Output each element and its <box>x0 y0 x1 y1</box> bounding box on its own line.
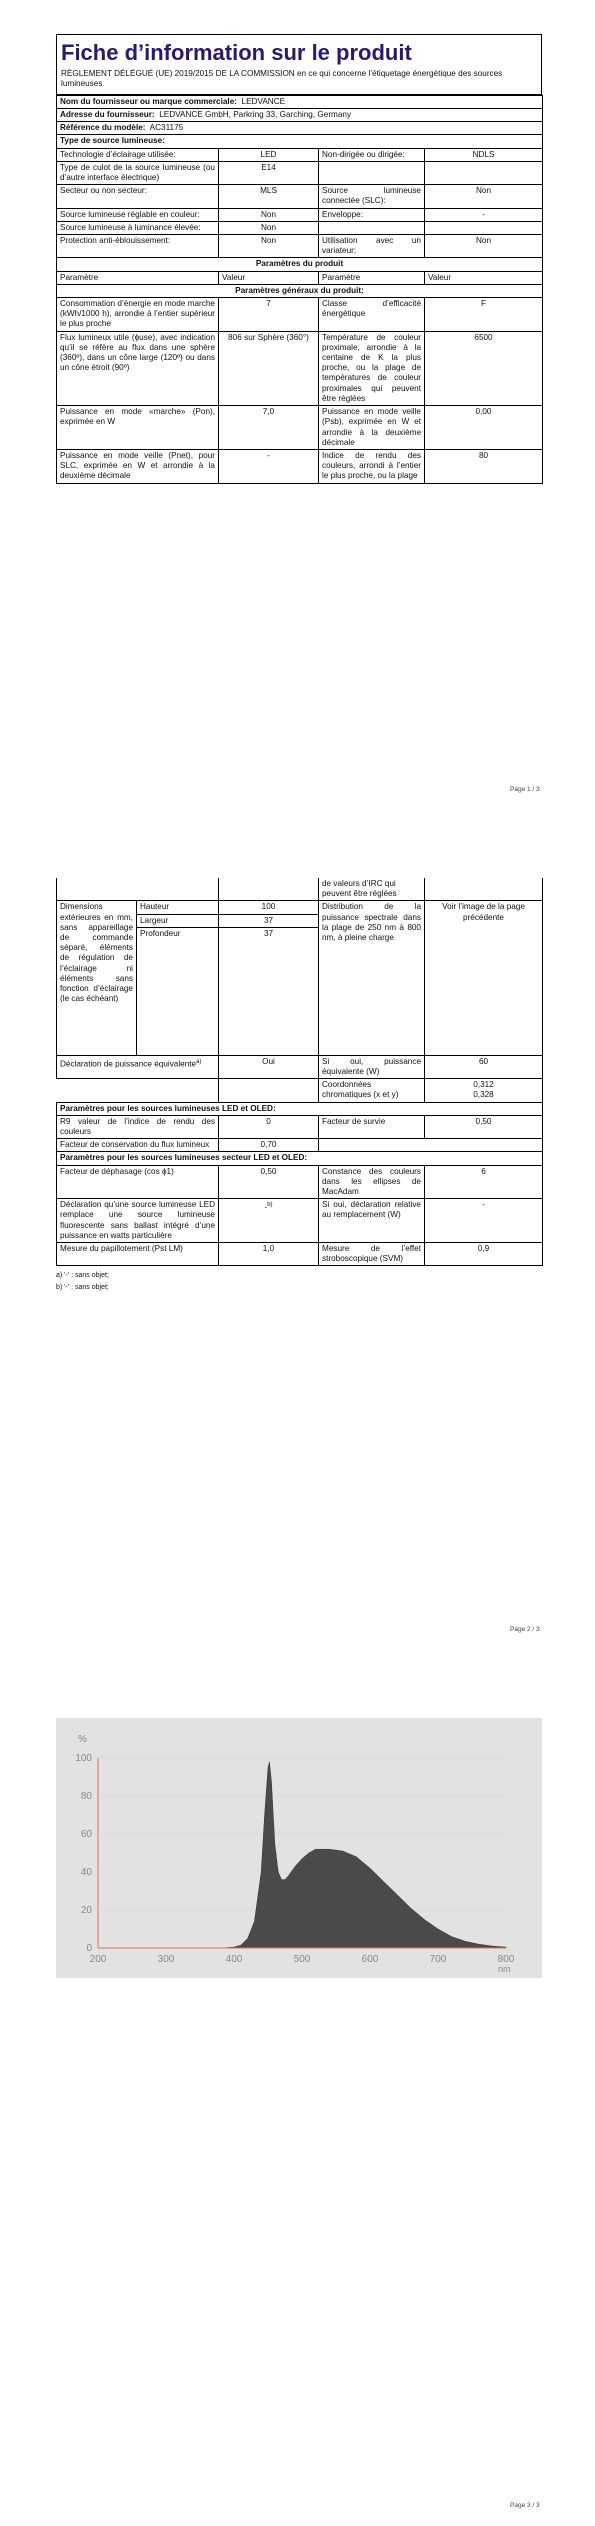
on-mode-power-label: Puissance en mode «marche» (Pon), exprimée en W <box>57 406 219 450</box>
general-params-header: Paramètres généraux du produit: <box>57 284 543 297</box>
chromaticity-label: Coordonnées chromatiques (x et y) <box>319 1079 425 1102</box>
survival-factor-value: 0,50 <box>425 1115 543 1138</box>
model-label: Référence du modèle: <box>60 123 146 133</box>
page-number: Page 2 / 3 <box>510 1626 540 1633</box>
empty-cell <box>219 1079 319 1102</box>
empty-cell <box>57 1079 219 1102</box>
document-subtitle: RÈGLEMENT DÉLÉGUÉ (UE) 2019/2015 DE LA COMMISSION en ce qui concerne l’étiquetage énergétique des sources lumineuses <box>56 67 542 95</box>
cri-value: 80 <box>425 449 543 483</box>
dimmer-label: Utilisation avec un variateur: <box>319 235 425 258</box>
flicker-label: Mesure du papillotement (Pst LM) <box>57 1243 219 1266</box>
cap-type-label: Type de culot de la source lumineuse (ou d’autre interface électrique) <box>57 161 219 184</box>
y-tick-label: 0 <box>86 1943 92 1954</box>
chromaticity-x: 0,312 <box>473 1080 494 1090</box>
supplier-row <box>57 95 543 108</box>
fluorescent-replacement-label: Déclaration qu’une source lumineuse LED remplace une source lumineuse fluorescente sans ballast intégré d’une puissance en watts particulière <box>57 1199 219 1243</box>
address-label: Adresse du fournisseur: <box>60 110 155 120</box>
empty-cell <box>319 161 425 184</box>
empty-cell <box>319 1139 425 1152</box>
mains-label: Secteur ou non secteur: <box>57 185 219 208</box>
x-tick-label: 600 <box>361 1954 379 1965</box>
x-tick-label: 800 <box>497 1954 515 1965</box>
empty-cell <box>425 161 543 184</box>
color-tunable-label: Source lumineuse réglable en couleur: <box>57 208 219 221</box>
stroboscopic-value: 0,9 <box>425 1243 543 1266</box>
flicker-value: 1,0 <box>219 1243 319 1266</box>
mains-value: MLS <box>219 185 319 208</box>
high-luminance-value: Non <box>219 221 319 234</box>
energy-class-value: F <box>425 298 543 332</box>
equivalent-power-value: Oui <box>219 1055 319 1078</box>
equivalent-power-text: Déclaration de puissance équivalente <box>60 1059 197 1069</box>
supplier-value: LEDVANCE <box>241 96 286 106</box>
equivalent-watt-label: Si oui, puissance équivalente (W) <box>319 1055 425 1078</box>
anti-glare-label: Protection anti-éblouissement: <box>57 235 219 258</box>
networked-standby-value: - <box>219 449 319 483</box>
displacement-factor-value: 0,50 <box>219 1165 319 1199</box>
connected-label: Source lumineuse connectée (SLC): <box>319 185 425 208</box>
led-params-header: Paramètres pour les sources lumineuses LED et OLED: <box>57 1102 543 1115</box>
energy-consumption-value: 7 <box>219 298 319 332</box>
page-1 <box>0 0 595 800</box>
fluorescent-replacement-text: - <box>264 1202 268 1212</box>
directional-value: NDLS <box>425 148 543 161</box>
param-col-header: Paramètre <box>57 271 219 284</box>
survival-factor-label: Facteur de survie <box>319 1115 425 1138</box>
empty-cell <box>425 221 543 234</box>
technology-value: LED <box>219 148 319 161</box>
displacement-factor-label: Facteur de déphasage (cos ϕ1) <box>57 1165 219 1199</box>
footnote-b-marker: b) <box>267 1202 273 1209</box>
spectrum-area <box>220 1762 506 1948</box>
x-tick-label: 200 <box>89 1954 107 1965</box>
luminous-flux-value: 806 sur Sphère (360°) <box>219 331 319 405</box>
x-tick-label: 300 <box>157 1954 175 1965</box>
cri-continued: de valeurs d’IRC qui peuvent être réglées <box>319 878 425 901</box>
height-value: 100 <box>219 901 319 914</box>
replacement-claim-value: - <box>425 1199 543 1243</box>
footnote-b: b) '-' : sans objet; <box>56 1284 109 1292</box>
page-number: Page 1 / 3 <box>510 786 540 793</box>
address-value: LEDVANCE GmbH, Parkring 33, Garching, Germany <box>159 110 352 120</box>
height-label: Hauteur <box>137 901 219 914</box>
empty-cell <box>319 221 425 234</box>
x-axis-label: nm <box>498 1964 511 1974</box>
flux-maintenance-value: 0,70 <box>219 1139 319 1152</box>
source-type-header: Type de source lumineuse: <box>57 135 543 148</box>
empty-cell <box>219 878 319 901</box>
param-col-header-2: Paramètre <box>319 271 425 284</box>
value-col-header-2: Valeur <box>425 271 543 284</box>
x-tick-label: 400 <box>225 1954 243 1965</box>
r9-value: 0 <box>219 1115 319 1138</box>
document-title: Fiche d’information sur le produit <box>56 34 542 67</box>
equivalent-power-label <box>57 1055 219 1078</box>
color-tunable-value: Non <box>219 208 319 221</box>
y-tick-label: 20 <box>80 1905 92 1916</box>
flux-maintenance-label: Facteur de conservation du flux lumineux <box>57 1139 219 1152</box>
spectral-distribution-value: Voir l’image de la page précédente <box>425 901 543 1055</box>
chromaticity-y: 0,328 <box>473 1090 494 1100</box>
empty-cell <box>425 1139 543 1152</box>
envelope-value: - <box>425 208 543 221</box>
networked-standby-label: Puissance en mode veille (Pnet), pour SLC, exprimée en W et arrondie à la deuxième décimale <box>57 449 219 483</box>
cap-type-value: E14 <box>219 161 319 184</box>
anti-glare-value: Non <box>219 235 319 258</box>
high-luminance-label: Source lumineuse à luminance élevée: <box>57 221 219 234</box>
mains-params-header: Paramètres pour les sources lumineuses secteur LED et OLED: <box>57 1152 543 1165</box>
empty-cell <box>57 878 219 901</box>
params-header: Paramètres du produit <box>57 258 543 271</box>
energy-consumption-label: Consommation d’énergie en mode marche (kWh/1000 h), arrondie à l’entier supérieur le plus proche <box>57 298 219 332</box>
sheet-2 <box>56 878 542 1294</box>
model-row <box>57 122 543 135</box>
fluorescent-replacement-value <box>219 1199 319 1243</box>
spectral-chart <box>56 1718 542 1978</box>
energy-class-label: Classe d’efficacité énergétique <box>319 298 425 332</box>
model-value: AC31175 <box>149 123 184 133</box>
sheet-1 <box>56 34 542 484</box>
color-temperature-label: Température de couleur proximale, arrondie à la centaine de K la plus proche, ou la plage de températures de couleur proximales qui peuvent être réglées <box>319 331 425 405</box>
y-tick-label: 40 <box>80 1867 92 1878</box>
info-table-continued <box>56 878 543 1266</box>
value-col-header: Valeur <box>219 271 319 284</box>
standby-power-value: 0,00 <box>425 406 543 450</box>
page-number: Page 3 / 3 <box>510 2502 540 2509</box>
y-tick-label: 80 <box>80 1791 92 1802</box>
on-mode-power-value: 7,0 <box>219 406 319 450</box>
footnote-a-marker: a) <box>196 1058 202 1065</box>
spectral-distribution-label: Distribution de la puissance spectrale dans la plage de 250 nm à 800 nm, à pleine charge <box>319 901 425 1055</box>
r9-label: R9 valeur de l’indice de rendu des couleurs <box>57 1115 219 1138</box>
directional-label: Non-dirigée ou dirigée: <box>319 148 425 161</box>
dimmer-value: Non <box>425 235 543 258</box>
address-row <box>57 109 543 122</box>
info-table <box>56 95 543 484</box>
width-value: 37 <box>219 914 319 927</box>
x-tick-label: 500 <box>293 1954 311 1965</box>
technology-label: Technologie d’éclairage utilisée: <box>57 148 219 161</box>
y-tick-label: 60 <box>80 1829 92 1840</box>
empty-cell <box>425 878 543 901</box>
width-label: Largeur <box>137 914 219 927</box>
color-temperature-value: 6500 <box>425 331 543 405</box>
footnote-a: a) '-' : sans objet; <box>56 1272 109 1280</box>
chromaticity-value <box>425 1079 543 1102</box>
connected-value: Non <box>425 185 543 208</box>
envelope-label: Enveloppe: <box>319 208 425 221</box>
cri-label: Indice de rendu des couleurs, arrondi à l’entier le plus proche, ou la plage <box>319 449 425 483</box>
standby-power-label: Puissance en mode veille (Psb), exprimée en W et arrondie à la deuxième décimale <box>319 406 425 450</box>
x-tick-label: 700 <box>429 1954 447 1965</box>
dimensions-label: Dimensions extérieures en mm, sans appareillage de commande séparé, éléments de régulation de l’éclairage ni éléments sans fonction d’éclairage (le cas échéant) <box>57 901 137 1055</box>
page-2 <box>0 874 595 1674</box>
colour-consistency-label: Constance des couleurs dans les ellipses de MacAdam <box>319 1165 425 1199</box>
y-axis-label: % <box>78 1734 87 1745</box>
replacement-claim-label: Si oui, déclaration relative au remplacement (W) <box>319 1199 425 1243</box>
stroboscopic-label: Mesure de l’effet stroboscopique (SVM) <box>319 1243 425 1266</box>
depth-value: 37 <box>219 927 319 1055</box>
spectral-chart-svg <box>56 1718 542 1978</box>
depth-label: Profondeur <box>137 927 219 1055</box>
colour-consistency-value: 6 <box>425 1165 543 1199</box>
luminous-flux-label: Flux lumineux utile (ɸuse), avec indication qu’il se réfère au flux dans une sphère (360º), dans un cône large (120º) ou dans un cône étroit (90º) <box>57 331 219 405</box>
supplier-label: Nom du fournisseur ou marque commerciale: <box>60 96 237 106</box>
equivalent-watt-value: 60 <box>425 1055 543 1078</box>
y-tick-label: 100 <box>75 1753 92 1764</box>
